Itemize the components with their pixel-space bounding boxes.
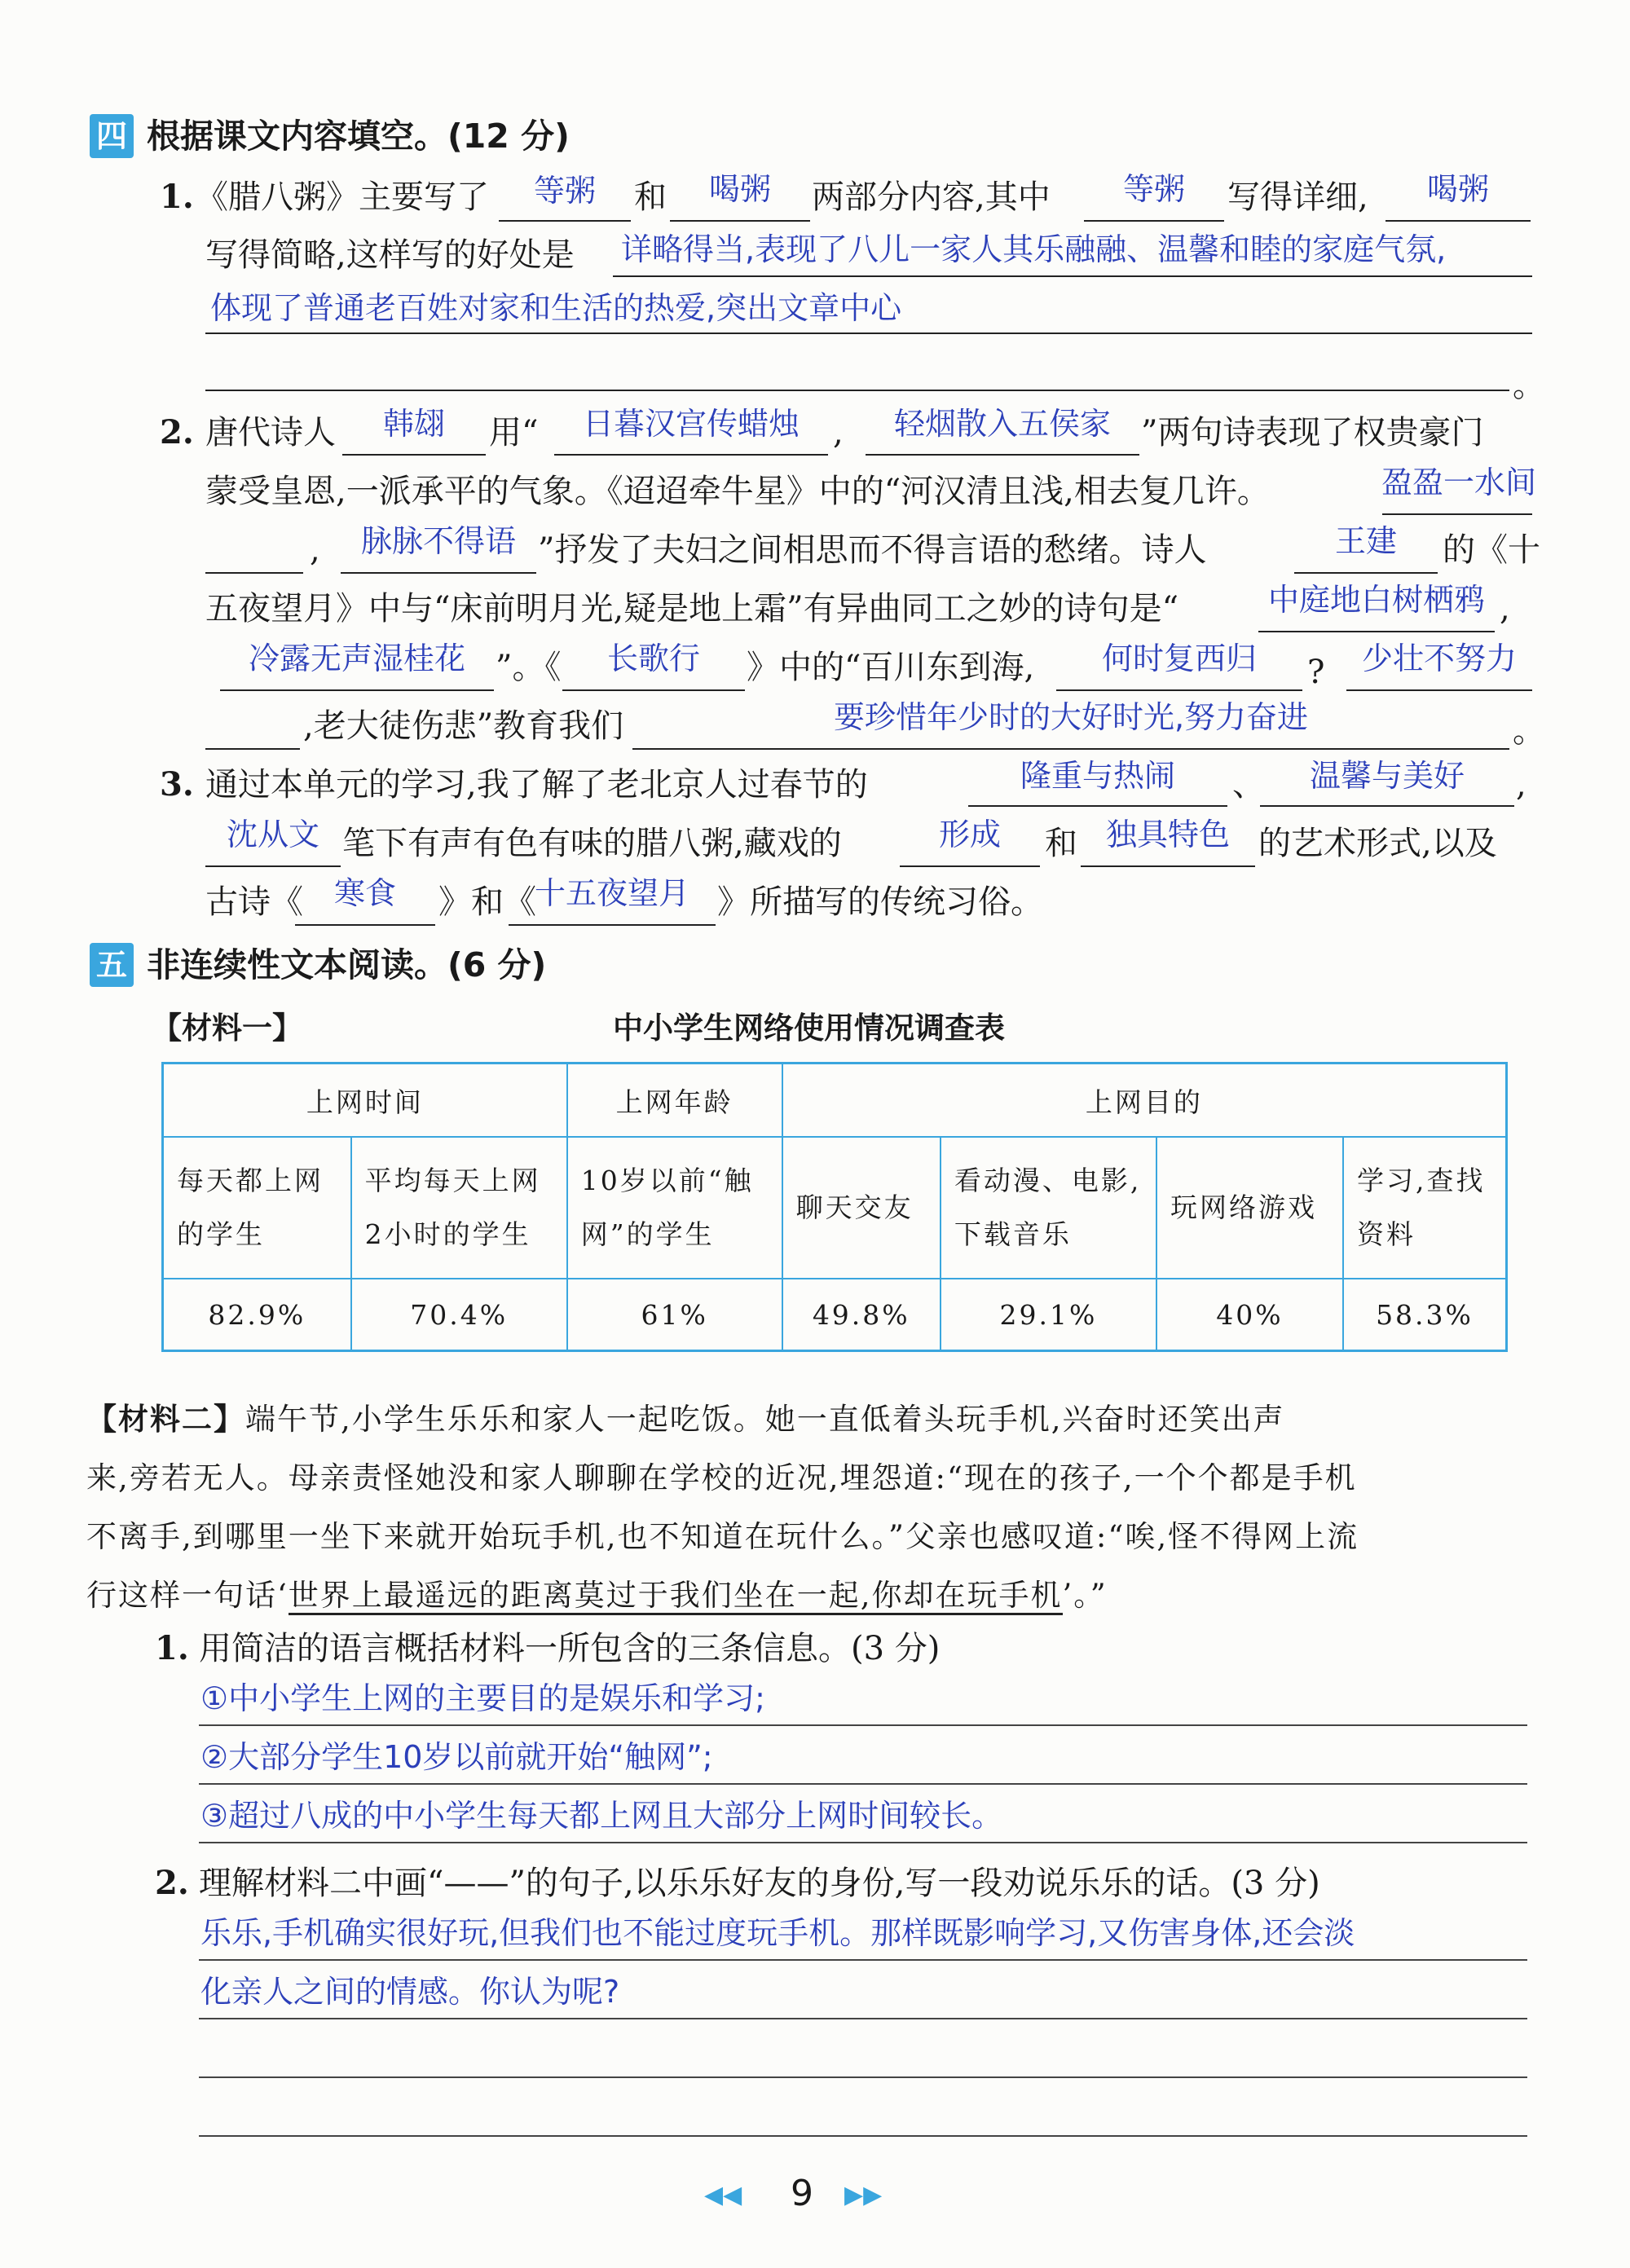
answer-q3-a5: 独具特色 <box>1105 817 1230 852</box>
q1-number: 1. <box>160 178 194 216</box>
blank-line <box>632 748 1509 750</box>
answer-line <box>199 2076 1527 2078</box>
table-header-row <box>163 1064 1507 1138</box>
answer-q3-a4: 形成 <box>938 817 1001 852</box>
q2-text-11: ”。《 <box>496 649 562 686</box>
answer-q1-a3: 等粥 <box>1122 171 1185 207</box>
answer-q3-a3: 沈从文 <box>226 817 319 852</box>
q3-text-2: 、 <box>1232 766 1265 804</box>
table-subheader: 每天都上网的学生 <box>163 1137 351 1279</box>
answer-q1-a2: 喝粥 <box>708 171 771 207</box>
q1-text-3: 两部分内容,其中 <box>812 178 1051 216</box>
answer-s5-q1-3: ③超过八成的中小学生每天都上网且大部分上网时间较长。 <box>200 1798 1003 1834</box>
answer-s5-q1-1: ①中小学生上网的主要目的是娱乐和学习; <box>200 1680 765 1716</box>
s5-q2-number: 2. <box>155 1864 189 1902</box>
q3-text-8: 》和《 <box>438 883 536 921</box>
answer-line <box>199 1959 1527 1961</box>
prev-page-icon: ◀◀ <box>704 2181 742 2209</box>
section-badge-5: 五 <box>90 943 134 987</box>
table-cell: 49.8% <box>782 1279 941 1351</box>
answer-q1-a5-line1: 详略得当,表现了八儿一家人其乐融融、温馨和睦的家庭气氛, <box>621 231 1447 267</box>
material-2-line: 来,旁若无人。母亲责怪她没和家人聊聊在学校的近况,埋怨道:“现在的孩子,一个个都是手机 <box>86 1460 1357 1495</box>
answer-q2-a9: 长歌行 <box>606 641 700 676</box>
answer-q3-a6: 寒食 <box>333 875 396 911</box>
blank-line <box>968 805 1227 807</box>
material-2-paragraph <box>86 1390 1537 1625</box>
table-cell: 29.1% <box>941 1279 1156 1351</box>
blank-line <box>205 865 341 867</box>
q2-text-9: 五夜望月》中与“床前明月光,疑是地上霜”有异曲同工之妙的诗句是“ <box>205 590 1179 628</box>
q3-text-9: 》所描写的传统习俗。 <box>717 883 1043 921</box>
underlined-sentence: 世界上最遥远的距离莫过于我们坐在一起,你却在玩手机 <box>289 1578 1063 1615</box>
answer-line <box>199 2135 1527 2137</box>
q2-text-4: ”两句诗表现了权贵豪门 <box>1141 414 1484 451</box>
blank-line <box>205 332 1532 334</box>
answer-q1-a1: 等粥 <box>533 173 596 209</box>
material-2-line: 不离手,到哪里一坐下来就开始玩手机,也不知道在玩什么。”父亲也感叹道:“唉,怪不得网上流 <box>86 1519 1359 1554</box>
table-cell: 70.4% <box>351 1279 567 1351</box>
q1-text-5: 写得简略,这样写的好处是 <box>205 236 575 274</box>
q3-text-1: 通过本单元的学习,我了解了老北京人过春节的 <box>205 766 868 804</box>
q2-text-1: 唐代诗人 <box>205 414 336 451</box>
answer-q3-a2: 温馨与美好 <box>1309 758 1465 794</box>
answer-q2-a1: 韩翃 <box>382 406 445 442</box>
q3-number: 3. <box>160 765 194 804</box>
blank-line <box>205 572 303 574</box>
blank-line <box>613 275 1532 277</box>
blank-line <box>295 924 435 926</box>
blank-line <box>1294 572 1438 574</box>
q2-text-3: , <box>833 414 844 451</box>
section-title-4: 根据课文内容填空。(12 分) <box>147 117 570 156</box>
section-title-5: 非连续性文本阅读。(6 分) <box>147 945 547 984</box>
table-subheader: 看动漫、电影,下载音乐 <box>941 1137 1156 1279</box>
answer-q2-a2: 日暮汉宫传蜡烛 <box>582 406 800 442</box>
table-subheader: 平均每天上网2小时的学生 <box>351 1137 567 1279</box>
table-cell: 40% <box>1156 1279 1343 1351</box>
material-1-label: 【材料一】 <box>152 1011 302 1046</box>
blank-line <box>900 865 1040 867</box>
blank-line <box>205 390 1509 391</box>
answer-line <box>199 2018 1527 2019</box>
blank-line <box>342 454 486 456</box>
table-group-header: 上网时间 <box>163 1064 567 1138</box>
answer-q1-a4: 喝粥 <box>1426 171 1489 207</box>
s5-q2-text: 理解材料二中画“——”的句子,以乐乐好友的身份,写一段劝说乐乐的话。(3 分) <box>199 1865 1320 1902</box>
answer-q2-a6: 王建 <box>1334 523 1397 559</box>
table-subheader: 玩网络游戏 <box>1156 1137 1343 1279</box>
answer-s5-q2-line2: 化亲人之间的情感。你认为呢? <box>200 1974 620 2010</box>
blank-line <box>866 454 1139 456</box>
q1-text-1: 《腊八粥》主要写了 <box>196 178 489 216</box>
blank-line <box>341 572 536 574</box>
blank-line <box>1084 220 1224 222</box>
blank-line <box>499 220 631 222</box>
q2-number: 2. <box>160 413 194 451</box>
blank-line <box>509 924 716 926</box>
q2-text-12: 》中的“百川东到海, <box>747 649 1035 686</box>
s5-q1-text: 用简洁的语言概括材料一所包含的三条信息。(3 分) <box>199 1630 941 1667</box>
answer-s5-q2-line1: 乐乐,手机确实很好玩,但我们也不能过度玩手机。那样既影响学习,又伤害身体,还会淡 <box>200 1915 1355 1951</box>
q3-text-5: 和 <box>1045 825 1077 862</box>
answer-line <box>199 1842 1527 1843</box>
q2-end: 。 <box>1513 712 1545 750</box>
blank-line <box>1081 865 1255 867</box>
q2-text-5: 蒙受皇恩,一派承平的气象。《迢迢牵牛星》中的“河汉清且浅,相去复几许。 <box>205 473 1270 510</box>
answer-q2-a7: 中庭地白树栖鸦 <box>1267 582 1485 618</box>
next-page-icon: ▶▶ <box>844 2181 883 2209</box>
q2-text-2: 用“ <box>489 414 539 451</box>
table-cell: 82.9% <box>163 1279 351 1351</box>
blank-line <box>220 689 494 691</box>
q1-text-4: 写得详细, <box>1227 178 1368 216</box>
blank-line <box>670 220 810 222</box>
section-badge-4: 四 <box>90 114 134 158</box>
q2-text-8: 的《十 <box>1443 531 1540 569</box>
material-2-line: 端午节,小学生乐乐和家人一起吃饭。她一直低着头玩手机,兴奋时还笑出声 <box>245 1402 1285 1437</box>
blank-line <box>1386 220 1531 222</box>
s5-q1-number: 1. <box>155 1629 189 1667</box>
table-cell: 58.3% <box>1343 1279 1507 1351</box>
blank-line <box>562 689 745 691</box>
answer-q3-a7: 十五夜望月 <box>534 875 689 911</box>
blank-line <box>205 748 300 750</box>
table-subheader: 聊天交友 <box>782 1137 941 1279</box>
blank-line <box>1260 805 1514 807</box>
answer-q2-a12: 要珍惜年少时的大好时光,努力奋进 <box>833 699 1309 735</box>
material-2-line: ’。” <box>1062 1578 1108 1613</box>
answer-q2-a11: 少壮不努力 <box>1361 641 1517 676</box>
blank-line <box>1346 689 1532 691</box>
q3-text-7: 古诗《 <box>205 883 303 921</box>
table-group-header: 上网年龄 <box>567 1064 782 1138</box>
q2-text-6: , <box>310 531 320 569</box>
answer-line <box>199 1783 1527 1785</box>
answer-q2-a8: 冷露无声湿桂花 <box>248 641 465 676</box>
blank-line <box>1056 689 1302 691</box>
answer-line <box>199 1724 1527 1726</box>
answer-s5-q1-2: ②大部分学生10岁以前就开始“触网”; <box>200 1739 713 1775</box>
q2-text-14: ,老大徒伤悲”教育我们 <box>303 707 624 745</box>
table-value-row <box>163 1279 1507 1351</box>
q3-text-3: , <box>1516 766 1526 804</box>
survey-table <box>161 1062 1508 1352</box>
q3-text-6: 的艺术形式,以及 <box>1258 825 1497 862</box>
q2-text-13: ? <box>1307 654 1325 691</box>
survey-table-title: 中小学生网络使用情况调查表 <box>613 1011 1005 1046</box>
answer-q2-a3: 轻烟散入五侯家 <box>893 406 1111 442</box>
answer-q2-a10: 何时复西归 <box>1101 641 1257 676</box>
blank-line <box>1258 631 1495 632</box>
material-2-line: 行这样一句话‘ <box>86 1578 289 1613</box>
table-cell: 61% <box>567 1279 782 1351</box>
q1-text-2: 和 <box>634 178 667 216</box>
q1-end: 。 <box>1513 367 1545 404</box>
q2-text-7: ”抒发了夫妇之间相思而不得言语的愁绪。诗人 <box>538 531 1207 569</box>
answer-q1-a5-line2: 体现了普通老百姓对家和生活的热爱,突出文章中心 <box>210 290 902 326</box>
blank-line <box>1382 513 1532 515</box>
table-subheader: 10岁以前“触网”的学生 <box>567 1137 782 1279</box>
answer-q2-a4: 盈盈一水间 <box>1381 465 1536 500</box>
table-subheader-row <box>163 1137 1507 1279</box>
table-group-header: 上网目的 <box>782 1064 1507 1138</box>
q2-text-10: , <box>1500 590 1510 628</box>
q3-text-4: 笔下有声有色有味的腊八粥,藏戏的 <box>342 825 842 862</box>
page-number: 9 <box>791 2173 813 2214</box>
blank-line <box>554 454 828 456</box>
answer-q2-a5: 脉脉不得语 <box>360 523 516 559</box>
answer-q3-a1: 隆重与热闹 <box>1020 758 1175 794</box>
material-2-label: 【材料二】 <box>86 1402 245 1437</box>
table-subheader: 学习,查找资料 <box>1343 1137 1507 1279</box>
